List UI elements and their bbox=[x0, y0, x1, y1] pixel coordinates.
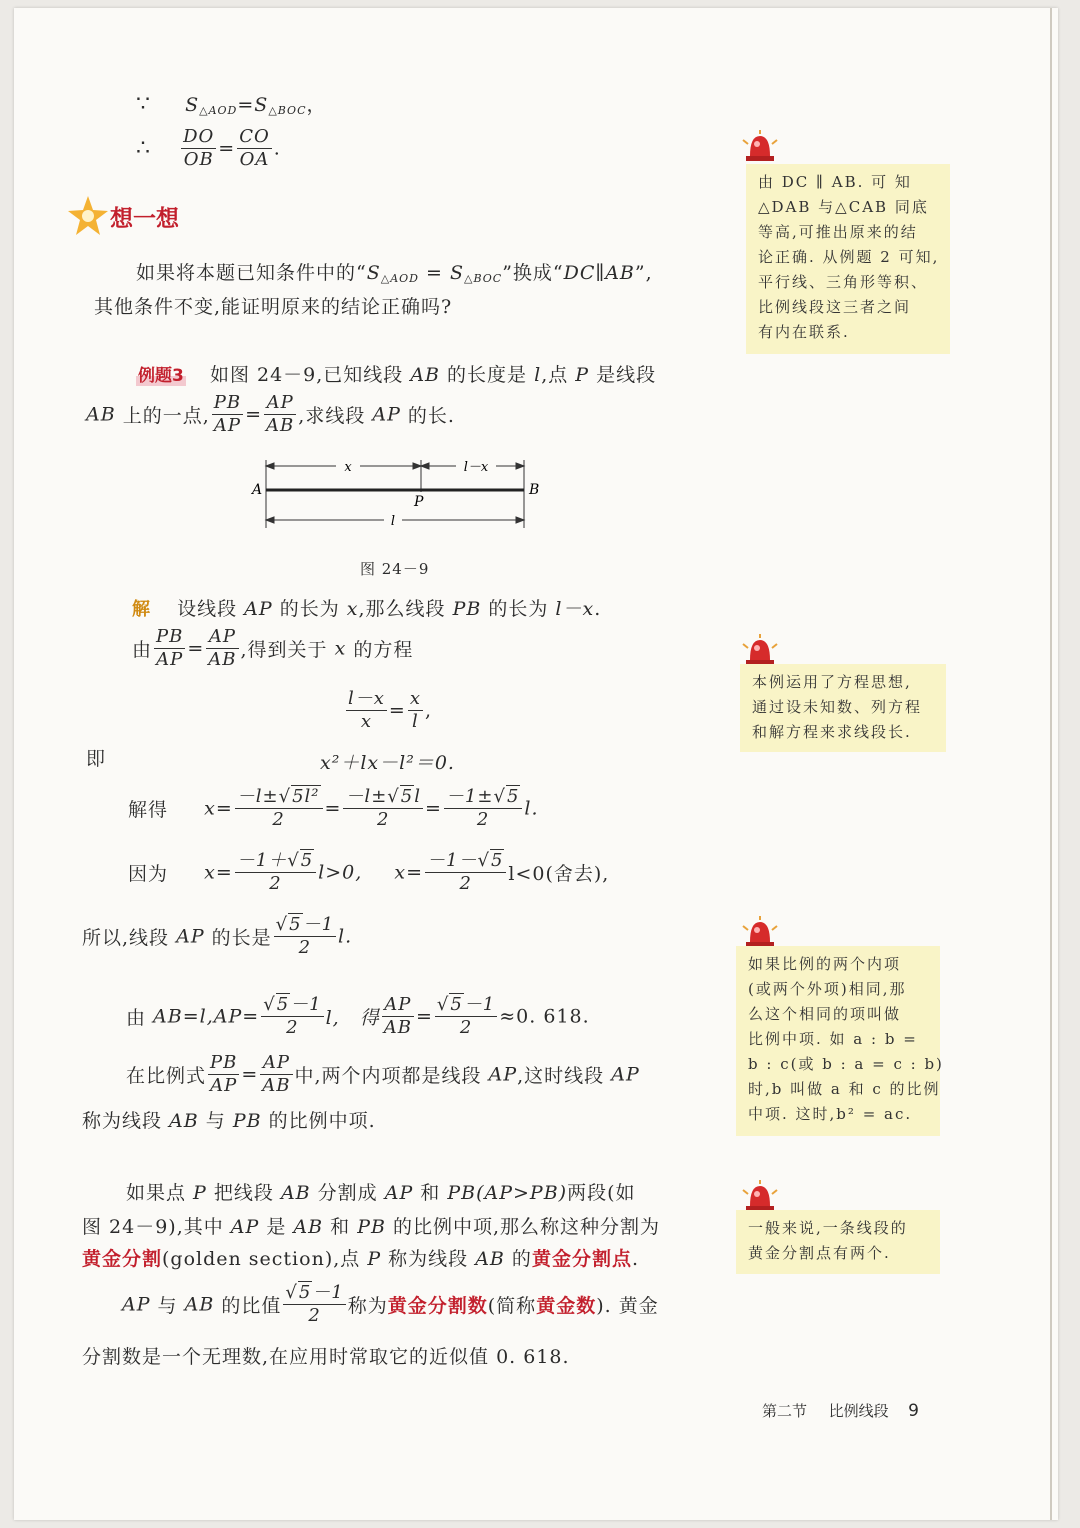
fraction: $\frac{PB}{AP}$ bbox=[156, 626, 184, 670]
term-golden-point: 黄金分割点 bbox=[531, 1248, 632, 1270]
golden-line5: 分割数是一个无理数,在应用时常取它的近似值 0. 618. bbox=[82, 1346, 570, 1368]
alarm-icon bbox=[740, 130, 780, 164]
side-note-line: 中项. 这时,b² = ac. bbox=[748, 1105, 913, 1123]
therefore-line: ∴ $\frac{DO}{OB}$ = $\frac{CO}{OA}$ . bbox=[136, 126, 281, 170]
side-note-3 bbox=[736, 946, 944, 1136]
ji-label: 即 bbox=[86, 748, 107, 770]
think-paragraph-line2: 其他条件不变,能证明原来的结论正确吗? bbox=[94, 296, 453, 318]
side-note-line: 通过设未知数、列方程 bbox=[752, 698, 923, 716]
fraction: $\frac{PB}{AP}$ bbox=[213, 392, 242, 436]
alarm-icon bbox=[740, 1180, 780, 1214]
label-b: B bbox=[529, 482, 540, 498]
side-note-line: 本例运用了方程思想, bbox=[752, 673, 912, 691]
figure-segment-diagram bbox=[244, 456, 564, 532]
fraction: $\frac{√5-1}{2}$ bbox=[275, 914, 335, 958]
side-note-1 bbox=[746, 164, 950, 354]
side-note-line: 黄金分割点有两个. bbox=[748, 1244, 891, 1262]
side-note-line: 有内在联系. bbox=[758, 323, 850, 341]
fraction: $\frac{-l\pm√5l}{2}$ bbox=[345, 786, 421, 830]
side-note-line: 比例中项. 如 a : b = bbox=[748, 1030, 918, 1048]
side-note-line: 论正确. 从例题 2 可知, bbox=[758, 248, 940, 266]
golden-line1: 如果点 P 把线段 AB 分割成 AP 和 PB(AP>PB)两段(如 bbox=[126, 1182, 636, 1204]
think-title: 想一想 bbox=[110, 206, 179, 232]
side-note-line: △DAB 与△CAB 同底 bbox=[758, 198, 929, 216]
fraction: $\frac{-1-√5}{2}$ bbox=[425, 850, 506, 895]
side-note-line: 时,b 叫做 a 和 c 的比例 bbox=[748, 1080, 941, 1098]
fraction: $\frac{x}{l}$ bbox=[409, 688, 421, 732]
label-p: P bbox=[414, 494, 424, 510]
alarm-icon bbox=[740, 916, 780, 950]
side-note-line: 和解方程来求线段长. bbox=[752, 723, 912, 741]
side-note-line: (或两个外项)相同,那 bbox=[748, 980, 907, 998]
solve-line: 解得 x= $\frac{\text{－l±√5l²}}{2}$ = $\frac{-l\pm√5l}{2}$ = $\frac{-1\pm√5}{2}$ l. bbox=[128, 786, 539, 830]
fraction: $\frac{√5-1}{2}$ bbox=[285, 1282, 344, 1326]
because-symbol: ∵ bbox=[136, 92, 151, 117]
solution-line2: 由 $\frac{PB}{AP}$ = $\frac{AP}{AB}$ ,得到关于 x 的方程 bbox=[132, 626, 414, 670]
side-note-line: 由 DC ∥ AB. 可 知 bbox=[758, 173, 912, 191]
example3-line1: 例题3 如图 24－9,已知线段 AB 的长度是 l,点 P 是线段 bbox=[136, 360, 656, 387]
golden-line2: 图 24－9),其中 AP 是 AB 和 PB 的比例中项,那么称这种分割为 bbox=[82, 1216, 661, 1238]
label-a: A bbox=[252, 482, 263, 498]
think-paragraph-line1: 如果将本题已知条件中的“$S_{\triangle AOD} = S_{\triangle BOC}$”换成“DC∥AB”, bbox=[136, 262, 653, 285]
golden-line4: AP 与 AB 的比值 $\frac{√5-1}{2}$ 称为黄金分割数(简称黄金数). 黄金 bbox=[122, 1282, 659, 1326]
solution-label: 解 bbox=[132, 599, 151, 620]
example3-tag: 例题3 bbox=[136, 361, 186, 386]
footer-section: 第二节 bbox=[762, 1402, 808, 1420]
label-l-minus-x: l－x bbox=[463, 460, 489, 475]
term-golden-section: 黄金分割 bbox=[82, 1248, 163, 1270]
page-number: 9 bbox=[908, 1401, 919, 1421]
side-note-line: 如果比例的两个内项 bbox=[748, 955, 902, 973]
side-note-line: 等高,可推出原来的结 bbox=[758, 223, 918, 241]
term-golden-ratio: 黄金数 bbox=[536, 1295, 597, 1317]
because-line-2: 因为 x= $\frac{-1+√5}{2}$ l>0, x= $\frac{-1-√5}{2}$ l<0(舍去), bbox=[128, 850, 610, 894]
mean-line2: 称为线段 AB 与 PB 的比例中项. bbox=[82, 1110, 376, 1132]
side-note-line: 平行线、三角形等积、 bbox=[758, 273, 929, 291]
fraction: $\frac{PB}{AP}$ bbox=[210, 1052, 238, 1096]
side-note-line: 一般来说,一条线段的 bbox=[748, 1219, 908, 1237]
fraction: $\frac{DO}{OB}$ bbox=[183, 126, 215, 170]
fraction: $\frac{AP}{AB}$ bbox=[208, 626, 237, 670]
fraction: $\frac{AP}{AB}$ bbox=[262, 1052, 291, 1096]
fraction: $\frac{AP}{AB}$ bbox=[383, 994, 412, 1038]
term-golden-number: 黄金分割数 bbox=[387, 1295, 488, 1317]
page-edge bbox=[1050, 8, 1052, 1520]
because-line: ∵ $S_{\triangle AOD}=S_{\triangle BOC}$， bbox=[136, 92, 327, 117]
figure-caption: 图 24－9 bbox=[360, 560, 430, 578]
side-note-2 bbox=[740, 664, 946, 752]
equation-1: $\frac{l-x}{x}$ = $\frac{x}{l}$ , bbox=[348, 688, 433, 732]
footer-title: 比例线段 bbox=[828, 1402, 889, 1420]
fraction: $\frac{√5-1}{2}$ bbox=[263, 994, 322, 1038]
fraction: $\frac{-1+√5}{2}$ bbox=[235, 850, 316, 895]
side-note-line: b : c(或 b : a = c : b) bbox=[748, 1055, 944, 1073]
side-note-line: 比例线段这三者之间 bbox=[758, 298, 912, 316]
spark-icon bbox=[66, 194, 110, 238]
alarm-icon bbox=[740, 634, 780, 668]
equation-2: x²＋lx－l²＝0. bbox=[320, 752, 455, 774]
fraction: $\frac{l-x}{x}$ bbox=[348, 688, 385, 732]
side-note-line: 么这个相同的项叫做 bbox=[748, 1005, 902, 1023]
side-note-4 bbox=[736, 1210, 940, 1274]
label-x: x bbox=[344, 460, 352, 475]
textbook-page bbox=[14, 8, 1058, 1520]
fraction: $\frac{√5-1}{2}$ bbox=[436, 994, 496, 1038]
mean-line1: 在比例式 $\frac{PB}{AP}$ = $\frac{AP}{AB}$ 中,两个内项都是线段 AP,这时线段 AP bbox=[126, 1052, 640, 1096]
fraction: $\frac{-1\pm√5}{2}$ bbox=[444, 786, 522, 831]
golden-line3: 黄金分割(golden section),点 P 称为线段 AB 的黄金分割点. bbox=[82, 1248, 639, 1270]
ratio-line: 由 AB=l,AP= $\frac{√5-1}{2}$ l, 得 $\frac{AP}{AB}$ = $\frac{√5-1}{2}$ ≈0. 618. bbox=[126, 994, 590, 1038]
page-footer bbox=[762, 1400, 919, 1421]
fraction: $\frac{\text{－l±√5l²}}{2}$ bbox=[235, 786, 323, 831]
therefore-symbol: ∴ bbox=[136, 136, 151, 161]
solution-line1: 解 设线段 AP 的长为 x,那么线段 PB 的长为 l－x. bbox=[132, 598, 602, 620]
example3-line2: AB 上的一点, $\frac{PB}{AP}$ = $\frac{AP}{AB}$ ,求线段 AP 的长. bbox=[86, 392, 455, 436]
conclusion-line: 所以,线段 AP 的长是 $\frac{√5-1}{2}$ l. bbox=[82, 914, 353, 958]
fraction: $\frac{CO}{OA}$ bbox=[239, 126, 270, 170]
label-l: l bbox=[390, 514, 396, 529]
fraction: $\frac{AP}{AB}$ bbox=[266, 392, 295, 436]
